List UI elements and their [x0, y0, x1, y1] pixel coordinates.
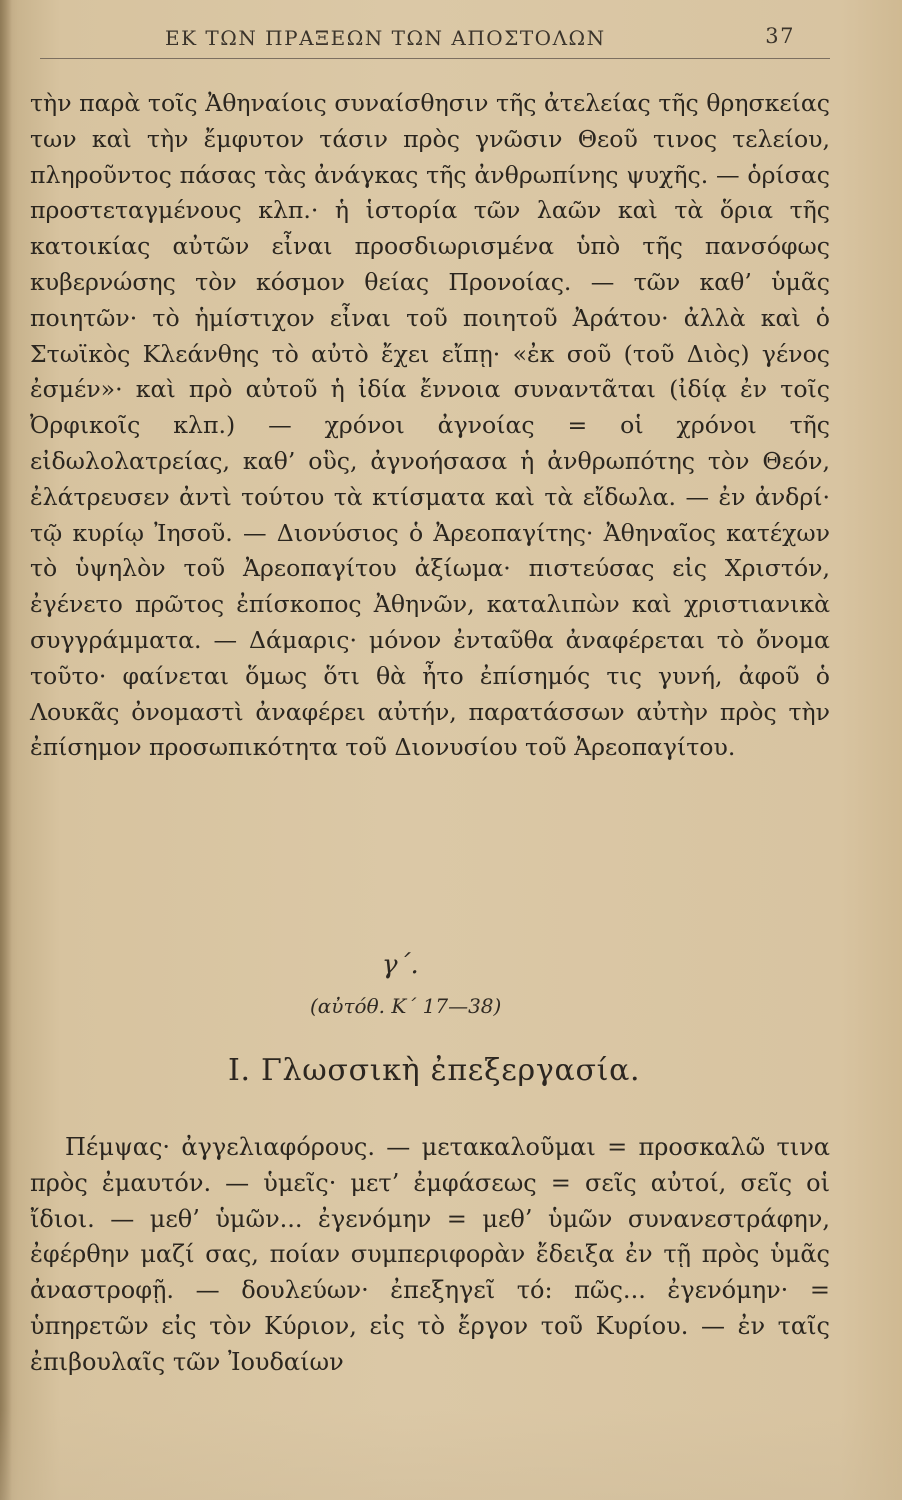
- header-rule: [40, 58, 830, 59]
- running-head: [165, 18, 795, 54]
- binding-shadow: [0, 0, 12, 1500]
- page-number: 37: [765, 24, 795, 48]
- running-title: ΕΚ ΤΩΝ ΠΡΑΞΕΩΝ ΤΩΝ ΑΠΟΣΤΟΛΩΝ: [165, 26, 606, 50]
- commentary-paragraph: τὴν παρὰ τοῖς Ἀθηναίοις συναίσθησιν τῆς ἀτελείας τῆς θρησκείας των καὶ τὴν ἔμφυτον τάσιν πρὸς γνῶσιν Θεοῦ τινος τελείου, πληροῦντος πάσας τὰς ἀνάγκας τῆς ἀνθρωπίνης ψυχῆς. — ὁρίσας προστεταγμένους κλπ.· ἡ ἱστορία τῶν λαῶν καὶ τὰ ὅρια τῆς κατοικίας αὐτῶν εἶναι προσδιωρισμένα ὑπὸ τῆς πανσόφως κυβερνώσης τὸν κόσμον θείας Προνοίας. — τῶν καθ’ ὑμᾶς ποιητῶν· τὸ ἡμίστιχον εἶναι τοῦ ποιητοῦ Ἀράτου· ἀλλὰ καὶ ὁ Στωϊκὸς Κλεάνθης τὸ αὐτὸ ἔχει εἴπῃ· «ἐκ σοῦ (τοῦ Διὸς) γένος ἐσμέν»· καὶ πρὸ αὐτοῦ ἡ ἰδία ἔννοια συναντᾶται (ἰδίᾳ ἐν τοῖς Ὀρφικοῖς κλπ.) — χρόνοι ἀγνοίας = οἱ χρόνοι τῆς εἰδωλολατρείας, καθ’ οὓς, ἀγνοήσασα ἡ ἀνθρωπότης τὸν Θεόν, ἐλάτρευσεν ἀντὶ τούτου τὰ κτίσματα καὶ τὰ εἴδωλα. — ἐν ἀνδρί· τῷ κυρίῳ Ἰησοῦ. — Διονύσιος ὁ Ἀρεοπαγίτης· Ἀθηναῖος κατέχων τὸ ὑψηλὸν τοῦ Ἀρεοπαγίτου ἀξίωμα· πιστεύσας εἰς Χριστόν, ἐγένετο πρῶτος ἐπίσκοπος Ἀθηνῶν, καταλιπὼν καὶ χριστιανικὰ συγγράμματα. — Δάμαρις· μόνον ἐνταῦθα ἀναφέρεται τὸ ὄνομα τοῦτο· φαίνεται ὅμως ὅτι θὰ ἦτο ἐπίσημός τις γυνή, ἀφοῦ ὁ Λουκᾶς ὀνομαστὶ ἀναφέρει αὐτήν, παρατάσσων αὐτὴν πρὸς τὴν ἐπίσημον προσωπικότητα τοῦ Διονυσίου τοῦ Ἀρεοπαγίτου.: [30, 89, 830, 762]
- section-citation: (αὐτόθ. Κ΄ 17—38): [310, 994, 502, 1018]
- paper-shade: [0, 1410, 902, 1500]
- linguistic-notes-paragraph: Πέμψας· ἀγγελιαφόρους. — μετακαλοῦμαι = προσκαλῶ τινα πρὸς ἐμαυτόν. — ὑμεῖς· μετ’ ἐμφάσεως = σεῖς αὐτοί, σεῖς οἱ ἴδιοι. — μεθ’ ὑμῶν... ἐγενόμην = μεθ’ ὑμῶν συνανεστράφην, ἐφέρθην μαζί σας, ποίαν συμπεριφορὰν ἔδειξα ἐν τῇ πρὸς ὑμᾶς ἀναστροφῇ. — δουλεύων· ἐπεξηγεῖ τό: πῶς... ἐγενόμην· = ὑπηρετῶν εἰς τὸν Κύριον, εἰς τὸ ἔργον τοῦ Κυρίου. — ἐν ταῖς ἐπιβουλαῖς τῶν Ἰουδαίων: [30, 1133, 830, 1376]
- section-marker: γ΄.: [382, 950, 419, 980]
- section-heading: I. Γλωσσικὴ ἐπεξεργασία.: [228, 1053, 641, 1088]
